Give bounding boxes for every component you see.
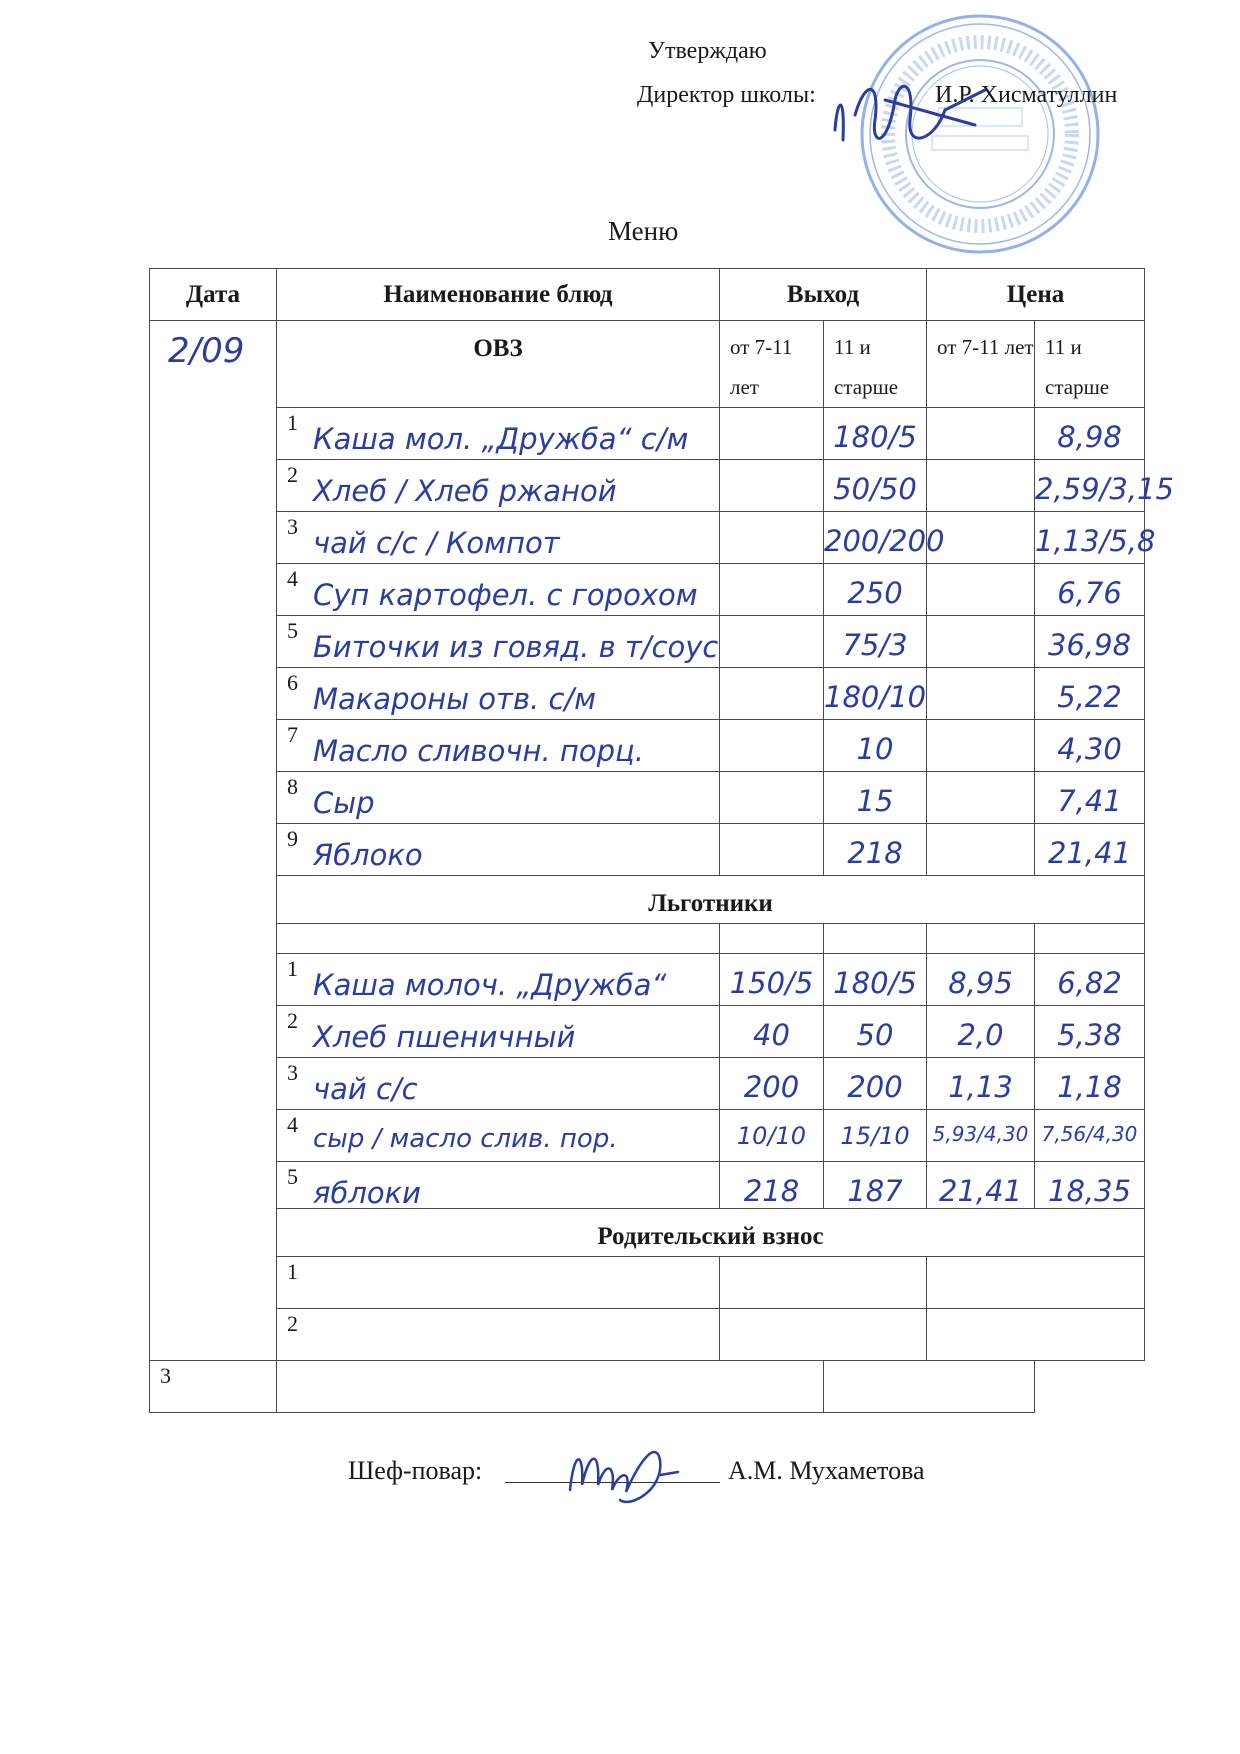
table-row [150,1162,1145,1209]
price-a [927,824,1035,876]
table-row [150,1110,1145,1162]
yield-a [720,460,824,512]
price-b: 5,38 [1035,1006,1145,1058]
row-number: 9 [287,826,298,851]
director-signature [825,60,1025,170]
dish-name: Хлеб пшеничный [313,1020,576,1054]
table-row [150,824,1145,876]
dish-name: Каша молоч. „Дружба“ [313,968,667,1002]
price-b: 2,59/3,15 [1035,460,1145,512]
table-row [150,460,1145,512]
price-b: 6,76 [1035,564,1145,616]
yield-a: 150/5 [720,954,824,1006]
row-number: 2 [287,462,298,487]
section-title-parent-fee: Родительский взнос [277,1209,1145,1257]
row-number: 3 [287,1060,298,1085]
dish-name: Макароны отв. с/м [313,682,597,716]
yield-a [720,616,824,668]
yield-b: 180/5 [824,954,927,1006]
col-dish-header: Наименование блюд [277,269,720,321]
price-a [927,616,1035,668]
price-b: 5,22 [1035,668,1145,720]
dish-name: Сыр [313,786,375,820]
price-b: 7,41 [1035,772,1145,824]
yield-a: 10/10 [720,1110,824,1162]
dish-name: Суп картофел. с горохом [313,578,698,612]
yield-b: 50 [824,1006,927,1058]
row-number: 2 [287,1008,298,1033]
row-number: 3 [160,1363,171,1388]
dish-name: Масло сливочн. порц. [313,734,644,768]
date-cell: 2/09 [150,321,277,1361]
row-number: 4 [287,1112,298,1137]
dish-name: чай с/с [313,1072,418,1106]
yield-b: 180/5 [824,408,927,460]
yield-a [720,564,824,616]
yield-b: 180/10 [824,668,927,720]
approve-label: Утверждаю [648,38,767,64]
age-group-yield-b: 11 и старше [824,321,927,408]
dish-name: Яблоко [313,838,423,872]
row-number: 7 [287,722,298,747]
table-row [150,668,1145,720]
price-a [927,772,1035,824]
director-label: Директор школы: [637,82,816,108]
dish-name: яблоки [313,1176,421,1210]
row-number: 8 [287,774,298,799]
yield-a [720,512,824,564]
chef-label: Шеф-повар: [348,1456,483,1485]
price-a: 8,95 [927,954,1035,1006]
price-b: 1,18 [1035,1058,1145,1110]
row-number: 4 [287,566,298,591]
yield-b: 15/10 [824,1110,927,1162]
price-a: 2,0 [927,1006,1035,1058]
price-b: 18,35 [1035,1162,1145,1209]
price-a [927,668,1035,720]
dish-name: Биточки из говяд. в т/соус [313,630,719,664]
yield-a [720,720,824,772]
price-b: 8,98 [1035,408,1145,460]
row-number: 5 [287,1164,298,1189]
yield-b: 50/50 [824,460,927,512]
table-row [150,1309,1145,1361]
age-group-price-b: 11 и старше [1035,321,1145,408]
chef-signature [560,1430,710,1510]
yield-b: 15 [824,772,927,824]
table-row [150,1006,1145,1058]
table-row [150,1361,1145,1413]
price-a [927,720,1035,772]
dish-name: сыр / масло слив. пор. [313,1124,618,1154]
table-row [150,720,1145,772]
row-number: 3 [287,514,298,539]
age-group-yield-a: от 7-11 лет [720,321,824,408]
section-title-benefit: Льготники [277,876,1145,924]
yield-a: 40 [720,1006,824,1058]
yield-b: 187 [824,1162,927,1209]
yield-b: 75/3 [824,616,927,668]
table-row [150,408,1145,460]
age-group-price-a: от 7-11 лет [927,321,1035,408]
director-name: И.Р. Хисматуллин [935,82,1118,108]
yield-b: 218 [824,824,927,876]
price-b: 4,30 [1035,720,1145,772]
row-number: 2 [287,1311,298,1336]
table-row [150,772,1145,824]
price-b: 36,98 [1035,616,1145,668]
price-b: 6,82 [1035,954,1145,1006]
table-row [150,1257,1145,1309]
yield-b: 200 [824,1058,927,1110]
yield-b: 10 [824,720,927,772]
yield-a [720,824,824,876]
menu-title: Меню [608,216,679,246]
yield-b: 200/200 [824,512,927,564]
price-a [927,460,1035,512]
table-row [150,616,1145,668]
row-number: 6 [287,670,298,695]
table-row [150,564,1145,616]
row-number: 1 [287,1259,298,1284]
price-a [927,564,1035,616]
dish-name: Хлеб / Хлеб ржаной [313,474,617,508]
price-b: 1,13/5,8 [1035,512,1145,564]
price-a [927,408,1035,460]
price-a: 21,41 [927,1162,1035,1209]
price-b: 21,41 [1035,824,1145,876]
yield-a: 200 [720,1058,824,1110]
col-yield-header: Выход [720,269,927,321]
yield-a: 218 [720,1162,824,1209]
table-row [150,954,1145,1006]
chef-name: А.М. Мухаметова [728,1456,925,1485]
yield-a [720,772,824,824]
col-price-header: Цена [927,269,1145,321]
price-b: 7,56/4,30 [1035,1110,1145,1162]
price-a: 5,93/4,30 [927,1110,1035,1162]
price-a: 1,13 [927,1058,1035,1110]
row-number: 1 [287,956,298,981]
row-number: 5 [287,618,298,643]
section-title-ovz: ОВЗ [277,321,720,408]
yield-a [720,668,824,720]
dish-name: Каша мол. „Дружба“ с/м [313,422,689,456]
table-row [150,1058,1145,1110]
table-row [150,512,1145,564]
dish-name: чай с/с / Компот [313,526,560,560]
col-date-header: Дата [150,269,277,321]
menu-table [149,268,1174,1413]
row-number: 1 [287,410,298,435]
yield-b: 250 [824,564,927,616]
yield-a [720,408,824,460]
